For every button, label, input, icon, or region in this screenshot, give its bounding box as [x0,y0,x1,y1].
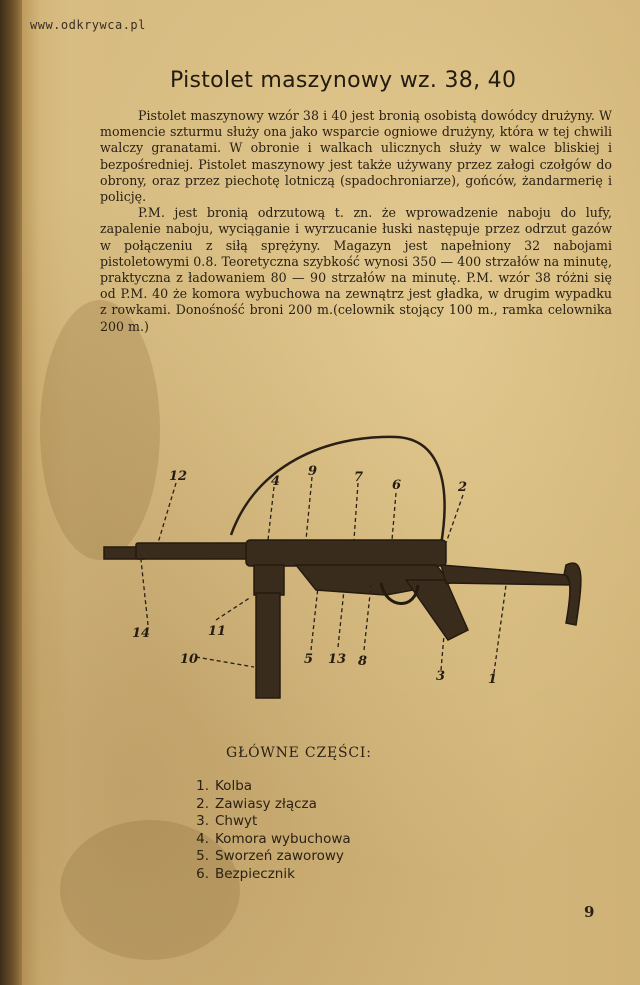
page-spine-edge [0,0,22,985]
sling-strap [231,437,445,545]
list-item [195,778,351,796]
paragraph: P.M. jest bronią odrzutową t. zn. że wprowadzenie naboju do lufy, zapalenie naboju, wyciąganie i wyrzucanie łuski następuje przez odrzut gazów w połączeniu z siłą sprężyny. Magazyn jest napełniony 32 nabojami pistoletowymi 0.8. Teoretyczna szybkość wynosi 350 — 400 strzałów na minutę, praktyczna z ładowaniem 80 — 90 strzałów na minutę. P.M. wzór 38 różni się od P.M. 40 że komora wybuchowa na zewnątrz jest gładka, w drugim wypadku z rowkami. Donośność broni 200 m.(celownik stojący 100 m., ramka celownika 200 m.) [100,205,612,334]
diagram-label: 9 [308,464,318,479]
submachine-gun-diagram [96,425,616,725]
diagram-label: 7 [354,470,364,485]
receiver [246,540,446,566]
diagram-label: 6 [392,478,402,493]
item-number: 1. [196,778,209,794]
buttplate [564,563,581,625]
barrel [136,543,256,559]
item-number: 4. [196,830,209,847]
item-label: Chwyt [215,813,258,830]
diagram-label: 13 [328,652,347,667]
page-number: 9 [584,903,595,921]
stock-strut [441,565,571,585]
item-number: 5. [196,848,209,865]
magazine-well [254,565,284,595]
diagram-label: 8 [358,654,368,669]
list-item [195,866,351,884]
diagram-label: 4 [271,474,281,489]
list-item [195,831,351,849]
item-label: Bezpiecznik [215,865,295,882]
list-item [195,813,351,831]
list-item [195,848,351,866]
diagram-label: 5 [304,652,314,667]
magazine [256,593,280,698]
diagram-label: 12 [169,469,188,484]
pistol-grip [406,580,468,640]
list-item [195,796,351,814]
item-label: Komora wybuchowa [215,830,351,847]
parts-list [195,778,351,884]
watermark-text: www.odkrywca.pl [30,18,146,32]
parts-heading: GŁÓWNE CZĘŚCI: [226,745,372,761]
page-title: Pistolet maszynowy wz. 38, 40 [170,68,517,93]
item-number: 6. [196,865,209,882]
item-label: Zawiasy złącza [215,795,317,812]
item-number: 3. [196,813,209,830]
item-label: Sworzeń zaworowy [215,848,344,865]
diagram-label: 14 [132,626,151,641]
diagram-label: 10 [180,652,199,667]
paragraph: Pistolet maszynowy wzór 38 i 40 jest bronią osobistą dowódcy drużyny. W momencie szturmu służy ona jako wsparcie ogniowe drużyny, która w tej chwili walczy granatami. W obronie i walkach ulicznych służy w walce bliskiej i bezpośredniej. Pistolet maszynowy jest także używany przez załogi czołgów do obrony, oraz przez piechotę lotniczą (spadochroniarze), gońców, żandarmerię i policję. [100,108,612,205]
diagram-label: 2 [458,480,468,495]
diagram-label: 1 [488,672,498,687]
body-text [100,108,612,335]
item-number: 2. [196,795,209,812]
diagram-label: 11 [208,624,227,639]
item-label: Kolba [215,778,253,794]
diagram-label: 3 [436,669,446,684]
